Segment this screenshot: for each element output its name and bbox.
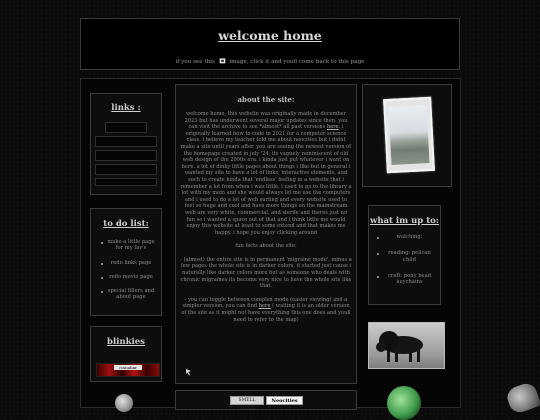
fun-fact-2 bbox=[180, 297, 352, 323]
polaroid-photo bbox=[383, 97, 435, 173]
todo-item: redo movie page bbox=[91, 274, 161, 280]
globe-image bbox=[387, 386, 421, 420]
simple-mode-link[interactable]: here bbox=[258, 303, 271, 310]
todo-item: special fillers and about page bbox=[91, 288, 161, 301]
bison-image bbox=[368, 322, 445, 369]
blinkie-text: cinnabar bbox=[114, 365, 142, 370]
about-panel bbox=[175, 84, 357, 384]
todo-item: redo links page bbox=[91, 260, 161, 266]
neocities-badge[interactable]: Neocities bbox=[266, 396, 303, 405]
about-paragraph-1 bbox=[180, 111, 352, 236]
heart-image bbox=[504, 381, 540, 416]
status-item: watching: bbox=[369, 234, 440, 240]
blinkie-image bbox=[96, 363, 160, 377]
status-title: what im up to: bbox=[370, 216, 439, 226]
links-panel bbox=[90, 93, 162, 195]
home-icon[interactable] bbox=[219, 57, 226, 64]
page-title[interactable]: welcome home bbox=[218, 28, 322, 43]
blinkies-title: blinkies bbox=[107, 337, 145, 347]
photo-panel bbox=[362, 84, 452, 187]
about-text: welcome home, this website was originally made in december 2023 but has underwent several major updates since then. you can visit the archive to see *almost* all past versions bbox=[184, 111, 348, 131]
status-item: reading: pelican child bbox=[369, 250, 440, 263]
todo-item: make a little page for my fav's bbox=[91, 239, 161, 252]
blinkies-panel bbox=[90, 326, 162, 382]
link-button-1[interactable] bbox=[105, 122, 147, 133]
header-panel bbox=[80, 18, 460, 70]
header-subtitle bbox=[81, 56, 459, 65]
subtitle-before: if you see this bbox=[175, 59, 215, 65]
about-text: . i originally learned how to code in 2021 for a computer science class. i believe my teacher told me about neocities but i didnt make a site until years after. you are seeing the newest version of the homepage created in july '24, its vaguely reminiscent of old web design of the 2000s era. i kinda just put whatever i want on here. a lot of dinky little pages about things i like but in general i wanted my site to have a lot of links, interactive elements, and such to create kinda that 'endless' feeling in a website that i remember a lot from when i was little. i used to go to the library a lot with my mom and she would always let me use the computers and i used to do a lot of web surfing and every website used to feel so huge and cool and have more things on the mainstream web are very white, commercial, and sterile and theres just no fun so i wanted a space out of that and i think little me would enjoy this website at least to some extend and that makes me happy. i hope you enjoy clicking around bbox=[180, 124, 352, 236]
link-button-2[interactable] bbox=[95, 136, 157, 147]
status-item: craft: pony bead keychains bbox=[369, 273, 440, 286]
about-title: about the site: bbox=[237, 95, 295, 104]
subtitle-after: image, click it and youll come back to this page bbox=[229, 59, 365, 65]
link-button-5[interactable] bbox=[95, 178, 157, 186]
about-text: - you can toggle between complex mode (easier viewing) and a simpler version. you can find bbox=[182, 296, 348, 310]
fun-fact-1: - (almost) the entire site is in permanent 'migraine mode'. minus a few pages the whole site is in darker colors. it started just cause i naturally like darker colors more but as someone who deals with chronic migraines its become very nice to have the whole site like that. bbox=[180, 256, 352, 290]
link-button-4[interactable] bbox=[95, 164, 157, 175]
about-text: ( waiting it is an older version of the site as it might not have everything this one does and youll need to refer to the map) bbox=[181, 303, 351, 323]
todo-list bbox=[91, 239, 161, 301]
todo-panel bbox=[90, 208, 162, 316]
badge-button-1[interactable]: SMELL THEM bbox=[230, 396, 264, 405]
todo-title: to do list: bbox=[103, 219, 149, 229]
cursor-icon bbox=[186, 369, 192, 376]
fun-facts-heading: fun facts about the site: bbox=[235, 243, 297, 250]
archive-link[interactable]: here bbox=[326, 124, 339, 131]
moon-image bbox=[115, 394, 133, 412]
status-list bbox=[369, 234, 440, 285]
link-button-3[interactable] bbox=[95, 150, 157, 161]
status-panel bbox=[368, 205, 441, 305]
about-body bbox=[180, 111, 352, 330]
links-title: links : bbox=[111, 103, 141, 113]
